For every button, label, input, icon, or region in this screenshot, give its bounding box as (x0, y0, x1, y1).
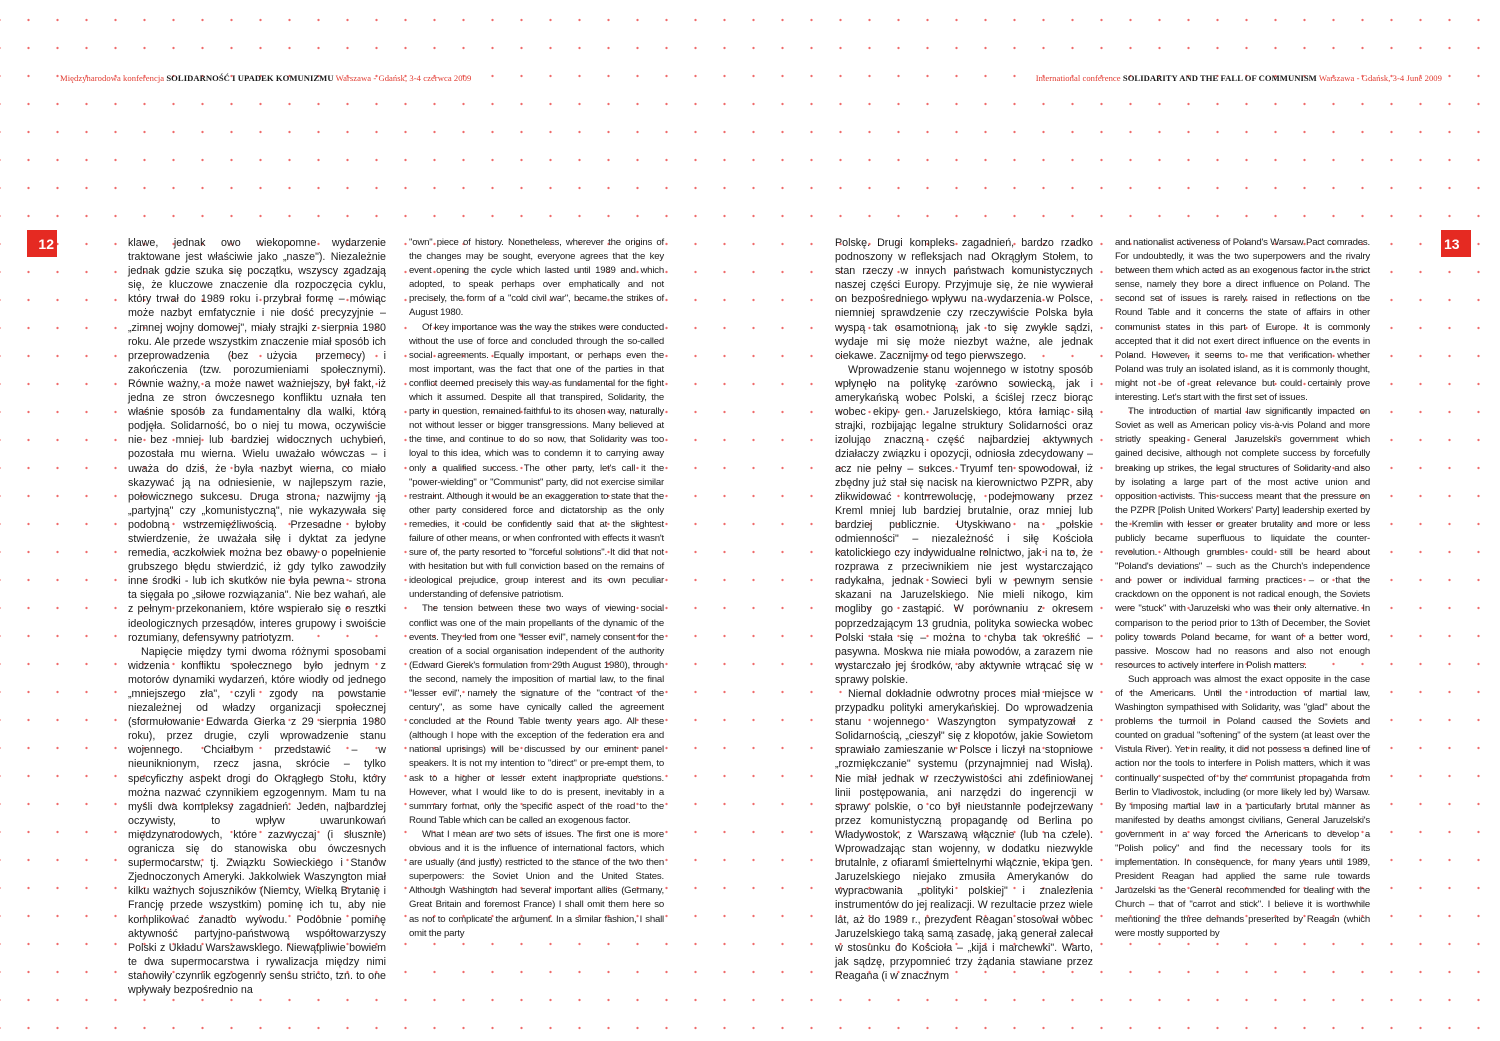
running-head-right-suffix: Warszawa - Gdańsk, 3-4 June 2009 (1318, 73, 1442, 83)
paragraph: klawe, jednak owo wiekopomne wydarzenie traktowane jest właściwie jako „nasze"). Niezależnie jednak gdzie szuka się początku, wszyscy zgadzają się, że kluczowe znaczenie dla rozpoczęcia cyklu, który trwał do 1989 roku i przybrał formę – mówiąc może nazbyt emfatycznie i nie dość precyzyjnie – „zimnej wojny domowej", miały strajki z sierpnia 1980 roku. Ale przede wszystkim znaczenie miał sposób ich przeprowadzenia (bez użycia przemocy) i zakończenia (tzw. porozumieniami społecznymi). Równie ważny, a może nawet ważniejszy, był fakt, iż jedna ze stron ówczesnego konfliktu uznała ten właśnie sposób za fundamentalny dla walki, którą podjęła. Solidarność, bo o niej tu mowa, oczywiście nie bez mniej lub bardziej widocznych uchybień, pozostała mu wierna. Wielu uważało wówczas – i uważa do dziś, że była nazbyt wierna, co miało skazywać ją na odniesienie, w najlepszym razie, połowicznego sukcesu. Druga strona, nazwijmy ją „partyjną" czy „komunistyczną", nie wykazywała się podobną wstrzemięźliwością. Przesadne byłoby stwierdzenie, że uważała siłę i dyktat za jedyne remedia, aczkolwiek można bez obawy o popełnienie grubszego błędu stwierdzić, iż gdy tylko zawodziły inne środki - lub ich skutków nie była pewna - strona ta sięgała po „siłowe rozwiązania". Nie bez wahań, ale z pełnym przekonaniem, które wspierało się o resztki ideologicznych przesądów, interes grupowy i swoiście rozumiany, defensywny patriotyzm. (128, 237, 386, 644)
paragraph: Napięcie między tymi dwoma różnymi sposobami widzenia konfliktu społecznego było jednym z motorów dynamiki wydarzeń, które wiodły od jednego „mniejszego zła", czyli zgody na powstanie niezależnej od władzy organizacji społecznej (sformułowanie Edwarda Gierka z 29 sierpnia 1980 roku), przez drugie, czyli wprowadzenie stanu wojennego. Chciałbym przedstawić – w nieuniknionym, rzecz jasna, skrócie – tylko specyficzny aspekt drogi do Okrągłego Stołu, który można nazwać czynnikiem egzogennym. Mam tu na myśli dwa kompleksy zagadnień. Jeden, najbardziej oczywisty, to wpływ uwarunkowań międzynarodowych, które zazwyczaj (i słusznie) ogranicza się do stanowiska obu ówczesnych supermocarstw, tj. Związku Sowieckiego i Stanów Zjednoczonych Ameryki. Jakkolwiek Waszyngton miał kilku ważnych sojuszników (Niemcy, Wielką Brytanię i Francję przede wszystkim) pominę ich tu, aby nie komplikować zanadto wywodu. Podobnie pominę aktywność partyjno-państwową współtowarzyszy Polski z Układu Warszawskiego. Niewątpliwie bowiem te dwa supermocarstwa i rywalizacja między nimi stanowiły czynnik egzogenny sensu stricto, tzn. to one wpływały bezpośrednio na (128, 645, 386, 996)
paragraph: Wprowadzenie stanu wojennego w istotny sposób wpłynęło na politykę zarówno sowiecką, jak i amerykańską wobec Polski, a ściślej rzecz biorąc wobec ekipy gen. Jaruzelskiego, która łamiąc siłą strajki, rozbijając legalne struktury Solidarności oraz izolując znaczną część najbardziej aktywnych działaczy związku i opozycji, odniosła zdecydowany – acz nie pełny – sukces. Tryumf ten spowodował, iż zbędny już stał się nacisk na kierownictwo PZPR, aby zlikwidować kontrrewolucję, podejmowany przez Kreml mniej lub bardziej brutalnie, oraz mniej lub bardziej publicznie. Utyskiwano na „polskie odmienności" – niezależność i siłę Kościoła katolickiego czy indywidualne rolnictwo, jak i na to, że rozprawa z przeciwnikiem nie jest wystarczająco radykalna, jednak Sowieci byli w pewnym sensie skazani na Jaruzelskiego. Nie mieli nikogo, kim mogliby go zastąpić. W porównaniu z okresem poprzedzającym 13 grudnia, polityka sowiecka wobec Polski stała się – można to chyba tak określić – pasywna. Moskwa nie miała powodów, a zarazem nie wystarczało jej środków, aby aktywnie wtrącać się w sprawy polskie. (835, 363, 1093, 686)
paragraph: Polskę. Drugi kompleks zagadnień, bardzo rzadko podnoszony w refleksjach nad Okrągłym Stołem, to stan rzeczy w innych państwach komunistycznych naszej części Europy. Przyjmuje się, że nie wywierał on bezpośredniego wpływu na wydarzenia w Polsce, niemniej sprawdzenie czy rzeczywiście Polska była wyspą tak osamotnioną, jak to się zwykle sądzi, wydaje mi się może niezbyt ważne, ale jednak ciekawe. Zacznijmy od tego pierwszego. (835, 237, 1093, 362)
text-column-english-right (1115, 236, 1370, 988)
paragraph: The tension between these two ways of viewing social conflict was one of the main propellants of the dynamic of the events. They led from one "lesser evil", namely consent for the creation of a social organisation independent of the authority (Edward Gierek's formulation from 29th August 1980), through the second, namely the imposition of martial law, to the final "lesser evil", namely the signature of the "contract of the century", as some have cynically called the agreement concluded at the Round Table twenty years ago. All these (although I hope with the exception of the federation era and national uprisings) will be discussed by our eminent panel speakers. It is not my intention to "direct" or pre-empt them, to ask to a higher or lesser extent inappropriate questions. However, what I would like to do is present, inevitably in a summary format, only the specific aspect of the road to the Round Table which can be called an exogenous factor. (409, 603, 664, 826)
paragraph: The introduction of martial law significantly impacted on Soviet as well as American policy vis-à-vis Poland and more strictly speaking General Jaruzelski's government which gained decisive, although not complete success by forcefully breaking up strikes, the legal structures of Solidarity and also by isolating a large part of the most active union and opposition activists. This success meant that the pressure on the PZPR [Polish United Workers' Party] leadership exerted by the Kremlin with lesser or greater brutality and more or less publicly became superfluous to liquidate the counter-revolution. Although grumbles could still be heard about "Poland's deviations" – such as the Church's independence and power or individual farming practices – or that the crackdown on the opponent is not radical enough, the Soviets were "stuck" with Jaruzelski who was their only alternative. In comparison to the period prior to 13th of December, the Soviet policy towards Poland became, for want of a better word, passive. Moscow had no reasons and also not enough resources to actively interfere in Polish matters. (1115, 406, 1370, 671)
running-head-right-prefix: International conference (1035, 73, 1121, 83)
page-number-left: 12 (27, 230, 57, 257)
running-head-left (60, 73, 471, 83)
running-head-left-title: SOLIDARNOŚĆ I UPADEK KOMUNIZMU (166, 73, 334, 83)
running-head-left-prefix: Międzynarodowa konferencja (60, 73, 165, 83)
paragraph: What I mean are two sets of issues. The first one is more obvious and it is the influence of international factors, which are usually (and justly) restricted to the stance of the two then superpowers: the Soviet Union and the United States. Although Washington had several important allies (Germany, Great Britain and foremost France) I shall omit them here so as not to complicate the argument. In a similar fashion, I shall omit the party (409, 828, 664, 939)
running-head-right (1036, 73, 1442, 83)
running-head-right-title: SOLIDARITY AND THE FALL OF COMMUNISM (1122, 73, 1317, 83)
paragraph: Niemal dokładnie odwrotny proces miał miejsce w przypadku polityki amerykańskiej. Do wprowadzenia stanu wojennego Waszyngton sympatyzował z Solidarnością, „cieszył" się z kłopotów, jakie Sowietom sprawiało zamieszanie w Polsce i liczył na stopniowe „rozmiękczanie" systemu (przynajmniej nad Wisłą). Nie miał jednak w rzeczywistości ani zdefiniowanej linii postępowania, ani narzędzi do ingerencji w sprawy polskie, o co był nieustannie podejrzewany przez komunistyczną propagandę od Berlina po Władywostok, z Warszawą włącznie (lub na czele). Wprowadzając stan wojenny, w dodatku niezwykle brutalnie, z ofiarami śmiertelnymi włącznie, ekipa gen. Jaruzelskiego niejako zmusiła Amerykanów do wypracowania „polityki polskiej" i znalezienia instrumentów do jej realizacji. W rezultacie przez wiele lat, aż do 1989 r., prezydent Reagan stosował wobec Jaruzelskiego taką samą zasadę, jaką generał zalecał w stosunku do Kościoła – „kija i marchewki". Warto, jak sądzę, przypomnieć trzy żądania stawiane przez Reagana (i w znacznym (835, 688, 1093, 982)
paragraph: Of key importance was the way the strikes were conducted without the use of force and concluded through the so-called social agreements. Equally important, or perhaps even the most important, was the fact that one of the parties in that conflict deemed precisely this way as fundamental for the fight which it assumed. Despite all that transpired, Solidarity, the party in question, remained faithful to its chosen way, naturally not without lesser or bigger transgressions. Many believed at the time, and continue to do so now, that Solidarity was too loyal to this idea, which was to condemn it to carrying away only a qualified success. The other party, let's call it the "power-wielding" or "Communist" party, did not exercise similar restraint. Although it would be an exaggeration to state that the other party considered force and dictatorship as the only remedies, it could be confidently said that at the slightest failure of other means, or when confronted with effects it wasn't sure of, the party resorted to "forceful solutions". It did that not with hesitation but with full conviction based on the remains of ideological prejudice, group interest and its own peculiar understanding of defensive patriotism. (409, 321, 664, 601)
text-column-polish-right (835, 236, 1093, 988)
paragraph: Such approach was almost the exact opposite in the case of the Americans. Until the introduction of martial law, Washington sympathised with Solidarity, was "glad" about the problems the turmoil in Poland caused the Soviets and counted on gradual "softening" of the system (at least over the Vistula River). Yet in reality, it did not possess a defined line of action nor the tools to interfere in Polish matters, which it was continually suspected of by the communist propaganda from Berlin to Vladivostok, including (or more likely led by) Warsaw. By imposing martial law in a particularly brutal manner as manifested by deaths amongst civilians, General Jaruzelski's government in a way forced the Americans to develop a "Polish policy" and find the necessary tools for its implementation. In consequence, for many years until 1989, President Reagan had applied the same rule towards Jaruzelski as the General recommended for dealing with the Church – that of "carrot and stick". I believe it is worthwhile mentioning the three demands presented by Reagan (which were mostly supported by (1115, 673, 1370, 939)
paragraph: and nationalist activeness of Poland's Warsaw Pact comrades. For undoubtedly, it was the two superpowers and the rivalry between them which acted as an exogenous factor in the strict sense, namely they bore a direct influence on Poland. The second set of issues is rarely raised in reflections on the Round Table and it concerns the state of affairs in other communist states in this part of Europe. It is commonly accepted that it did not exert direct influence on the events in Poland. However, it seems to me that verification whether Poland was truly an isolated island, as it is commonly thought, might not be of great relevance but could certainly prove interesting. Let's start with the first set of issues. (1115, 237, 1370, 404)
paragraph: "own" piece of history. Nonetheless, wherever the origins of the changes may be sought, everyone agrees that the key event opening the cycle which lasted until 1989 and which adopted, to speak perhaps over emphatically and not precisely, the form of a "cold civil war", became the strikes of August 1980. (409, 237, 664, 319)
page-number-right: 13 (1441, 230, 1471, 257)
text-column-polish-left (128, 236, 386, 996)
running-head-left-suffix: Warszawa - Gdańsk, 3-4 czerwca 2009 (335, 73, 472, 83)
text-column-english-left (409, 236, 664, 988)
